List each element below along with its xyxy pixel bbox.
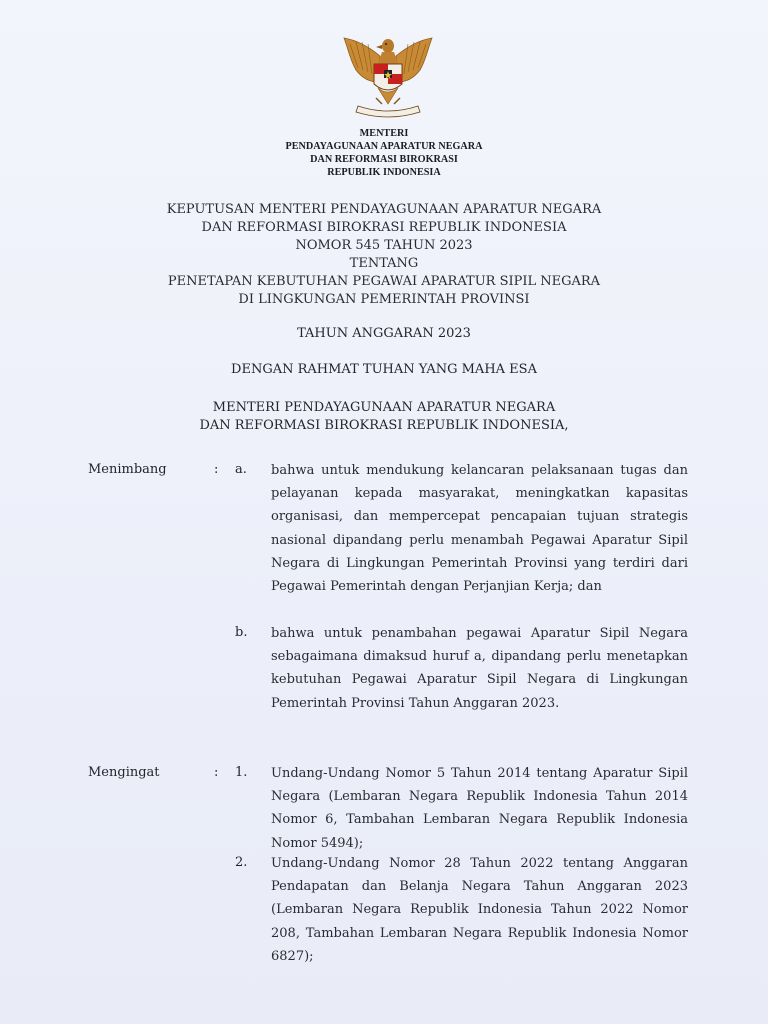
menteri-heading xyxy=(0,399,768,435)
title-line: TENTANG xyxy=(349,256,419,271)
menimbang-item-a: bahwa untuk mendukung kelancaran pelaksanaan tugas dan pelayanan kepada masyarakat, meningkatkan kapasitas organisasi, dan mempercepat pencapaian tujuan strategis nasional dipandang perlu menambah Pegawai Aparatur Sipil Negara di Lingkungan Pemerintah Provinsi yang terdiri dari Pegawai Pemerintah dengan Perjanjian Kerja; dan xyxy=(271,463,688,595)
menimbang-item-b: bahwa untuk penambahan pegawai Aparatur Sipil Negara sebagaimana dimaksud huruf a, dipandang perlu menetapkan kebutuhan Pegawai Aparatur Sipil Negara di Lingkungan Pemerintah Provinsi Tahun Anggaran 2023. xyxy=(271,626,688,711)
mengingat-item-1: Undang-Undang Nomor 5 Tahun 2014 tentang Aparatur Sipil Negara (Lembaran Negara Republik Indonesia Tahun 2014 Nomor 6, Tambahan Lembaran Negara Republik Indonesia Nomor 5494); xyxy=(271,766,688,851)
mengingat-colon: : xyxy=(214,765,219,780)
ministry-line: PENDAYAGUNAAN APARATUR NEGARA xyxy=(285,141,483,152)
menimbang-colon: : xyxy=(214,462,219,477)
ministry-line: DAN REFORMASI BIROKRASI xyxy=(310,154,458,165)
title-line: PENETAPAN KEBUTUHAN PEGAWAI APARATUR SIPIL NEGARA xyxy=(167,274,601,289)
title-line: DI LINGKUNGAN PEMERINTAH PROVINSI xyxy=(238,292,530,307)
ministry-line: REPUBLIK INDONESIA xyxy=(327,167,441,178)
mengingat-label: Mengingat xyxy=(88,765,160,780)
ministry-line: MENTERI xyxy=(359,128,409,139)
title-line: NOMOR 545 TAHUN 2023 xyxy=(295,238,473,253)
fiscal-year: TAHUN ANGGARAN 2023 xyxy=(297,326,471,341)
menimbang-label: Menimbang xyxy=(88,462,167,477)
ministry-header xyxy=(0,127,768,179)
mengingat-marker-1: 1. xyxy=(235,765,248,780)
mengingat-marker-2: 2. xyxy=(235,855,248,870)
menteri-line: MENTERI PENDAYAGUNAAN APARATUR NEGARA xyxy=(212,400,556,415)
title-line: KEPUTUSAN MENTERI PENDAYAGUNAAN APARATUR NEGARA xyxy=(166,202,602,217)
menimbang-marker-a: a. xyxy=(235,462,247,477)
garuda-emblem-icon xyxy=(338,34,438,120)
invocation: DENGAN RAHMAT TUHAN YANG MAHA ESA xyxy=(231,362,537,377)
decree-title xyxy=(0,201,768,309)
menimbang-marker-b: b. xyxy=(235,625,248,640)
menteri-line: DAN REFORMASI BIROKRASI REPUBLIK INDONESIA, xyxy=(199,418,569,433)
title-line: DAN REFORMASI BIROKRASI REPUBLIK INDONESIA xyxy=(201,220,567,235)
mengingat-item-2: Undang-Undang Nomor 28 Tahun 2022 tentang Anggaran Pendapatan dan Belanja Negara Tahun Anggaran 2023 (Lembaran Negara Republik Indonesia Tahun 2022 Nomor 208, Tambahan Lembaran Negara Republik Indonesia Nomor 6827); xyxy=(271,856,688,964)
